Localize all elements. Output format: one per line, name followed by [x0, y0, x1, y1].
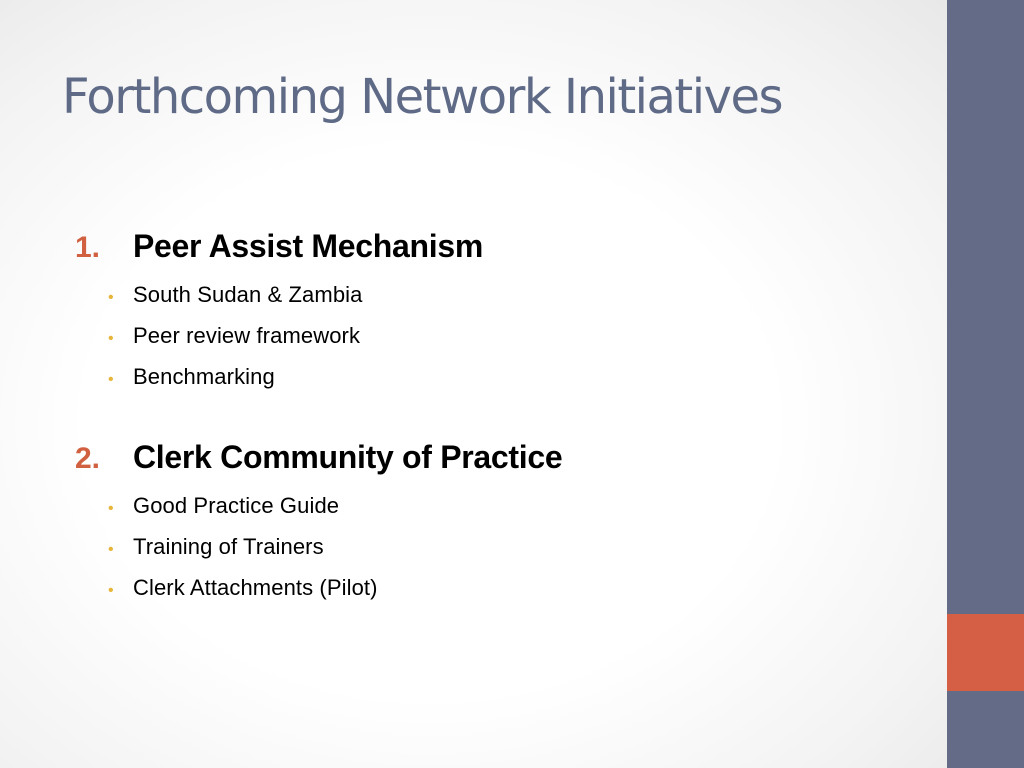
section-heading: [75, 439, 925, 485]
list-item: [108, 356, 925, 397]
bullet-text: Benchmarking: [133, 364, 275, 389]
bullet-icon: •: [108, 582, 114, 599]
bullet-icon: •: [108, 500, 114, 517]
list-item: [108, 274, 925, 315]
list-item: [108, 567, 925, 608]
list-item: [108, 526, 925, 567]
slide-content: [75, 228, 925, 628]
section-peer-assist: [75, 228, 925, 397]
section-number: 1.: [75, 231, 101, 264]
section-title: Clerk Community of Practice: [133, 439, 563, 475]
bullet-text: Training of Trainers: [133, 534, 324, 559]
bullet-text: Peer review framework: [133, 323, 361, 348]
bullet-icon: •: [108, 541, 114, 558]
section-number: 2.: [75, 442, 101, 475]
section-heading: [75, 228, 925, 274]
bullet-text: South Sudan & Zambia: [133, 282, 363, 307]
bullet-list: [75, 485, 925, 608]
slide-title: Forthcoming Network Initiatives: [62, 69, 782, 125]
section-title: Peer Assist Mechanism: [133, 228, 484, 264]
bullet-list: [75, 274, 925, 397]
list-item: [108, 315, 925, 356]
sidebar-accent-block: [947, 614, 1024, 691]
bullet-text: Good Practice Guide: [133, 493, 340, 518]
bullet-icon: •: [108, 330, 114, 347]
section-clerk-community: [75, 439, 925, 608]
bullet-icon: •: [108, 371, 114, 388]
bullet-icon: •: [108, 289, 114, 306]
bullet-text: Clerk Attachments (Pilot): [133, 575, 378, 600]
list-item: [108, 485, 925, 526]
